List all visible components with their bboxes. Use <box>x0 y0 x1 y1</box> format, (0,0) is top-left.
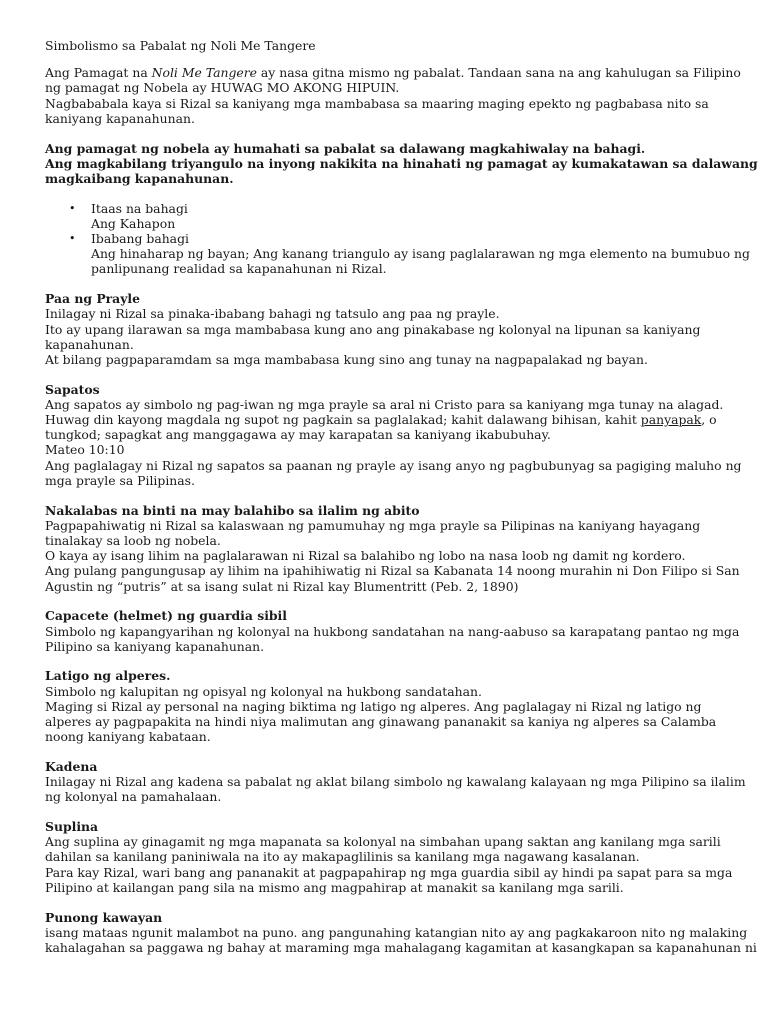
section-text: Huwag din kayong magdala ng supot ng pagkain sa paglalakad; kahit dalawang bihisan, kahit <box>45 412 641 428</box>
intro-text: ay nasa gitna mismo ng pabalat. Tandaan sana na ang kahulugan sa Filipino <box>256 65 741 81</box>
section-line: Simbolo ng kapangyarihan ng kolonyal na hukbong sandatahan na nang-aabuso sa karapatang pantao ng mga <box>45 623 740 639</box>
section-line: kapanahunan. <box>45 336 134 352</box>
section-line: Maging si Rizal ay personal na naging biktima ng latigo ng alperes. Ang paglalagay ni Rizal ng latigo ng <box>45 698 702 714</box>
section-line: tinalakay sa loob ng nobela. <box>45 532 221 548</box>
section-line: Ang pulang pangungusap ay lihim na ipahihiwatig ni Rizal sa Kabanata 14 noong murahin ni Don Filipo si San <box>45 563 740 579</box>
bullet-text: panlipunang realidad sa kapanahunan ni Rizal. <box>91 261 387 277</box>
bullet-item <box>45 201 725 231</box>
section-line: Inilagay ni Rizal ang kadena sa pabalat ng aklat bilang simbolo ng kawalang kalayaan ng mga Pilipino sa ilalim <box>45 774 746 790</box>
section-line: Ang paglalagay ni Rizal ng sapatos sa paanan ng prayle ay isang anyo ng pagbubunyag sa pagiging maluho ng <box>45 457 742 473</box>
section-line: Ang sapatos ay simbolo ng pag-iwan ng mga prayle sa aral ni Cristo para sa kaniyang mga tunay na alagad. <box>45 396 724 412</box>
section-binti <box>45 502 740 594</box>
section-line <box>45 412 725 427</box>
section-heading: Sapatos <box>45 381 100 397</box>
section-heading: Punong kawayan <box>45 909 163 925</box>
section-line: alperes ay pagpapakita na hindi niya malimutan ang ginawang pananakit sa kaniya ng alperes sa Calamba <box>45 714 717 730</box>
bullet-text: Ang hinaharap ng bayan; Ang kanang triangulo ay isang paglalarawan ng mga elemento na bumubuo ng <box>91 246 750 262</box>
bullet-text: Ang Kahapon <box>91 215 176 231</box>
underlined-word: panyapak <box>640 412 702 428</box>
section-line: Pilipino at kailangan pang sila na mismo ang magpahirap at manakit sa kanilang mga sarili. <box>45 879 624 895</box>
section-heading: Latigo ng alperes. <box>45 668 171 684</box>
intro-paragraph <box>45 65 741 126</box>
section-line: At bilang pagpaparamdam sa mga mambabasa kung sino ang tunay na nagpapalakad ng bayan. <box>45 351 648 367</box>
bullet-list <box>45 200 750 277</box>
section-heading: Capacete (helmet) ng guardia sibil <box>45 608 287 624</box>
section-heading: Suplina <box>45 819 99 835</box>
section-line: Ang suplina ay ginagamit ng mga mapanata sa kolonyal na simbahan upang saktan ang kanilang mga sarili <box>45 834 721 850</box>
bold-line: Ang pamagat ng nobela ay humahati sa pabalat sa dalawang magkahiwalay na bahagi. <box>45 140 646 156</box>
intro-line: Nagbababala kaya si Rizal sa kaniyang mga mambabasa sa maaring maging epekto ng pagbabasa nito sa <box>45 95 709 111</box>
intro-line: ng pamagat ng Nobela ay HUWAG MO AKONG HIPUIN. <box>45 80 400 96</box>
section-line: O kaya ay isang lihim na paglalarawan ni Rizal sa balahibo ng lobo na nasa loob ng damit ng kordero. <box>45 548 686 564</box>
section-line: mga prayle sa Pilipinas. <box>45 472 195 488</box>
section-line: kahalagahan sa paggawa ng bahay at maraming mga mahalagang kagamitan at kasangkapan sa kapanahunan ni <box>45 939 757 955</box>
bullet-label: Itaas na bahagi <box>91 200 188 216</box>
section-line: Simbolo ng kalupitan ng opisyal ng kolonyal na hukbong sandatahan. <box>45 683 482 699</box>
section-line: ng kolonyal na pamahalaan. <box>45 789 222 805</box>
section-line: dahilan sa kanilang paniniwala na ito ay makapaglilinis sa kanilang mga nagawang kasalanan. <box>45 849 640 865</box>
section-line: Inilagay ni Rizal sa pinaka-ibabang bahagi ng tatsulo ang paa ng prayle. <box>45 306 500 322</box>
section-line: noong kaniyang kabataan. <box>45 729 211 745</box>
intro-title-italic: Noli Me Tangere <box>151 65 257 81</box>
bullet-icon: • <box>69 201 76 215</box>
intro-text: Ang Pamagat na <box>45 65 152 81</box>
bold-line: magkaibang kapanahunan. <box>45 170 234 186</box>
section-latigo <box>45 668 725 744</box>
document-title: Simbolismo sa Pabalat ng Noli Me Tangere <box>45 38 316 53</box>
section-line: Ito ay upang ilarawan sa mga mambabasa kung ano ang pinakabase ng kolonyal na lipunan sa kaniyang <box>45 321 701 337</box>
bible-reference: Mateo 10:10 <box>45 442 125 458</box>
section-paa-ng-prayle <box>45 291 725 367</box>
section-line: Pilipino sa kaniyang kapanahunan. <box>45 638 265 654</box>
section-kadena <box>45 758 746 805</box>
section-line: tungkod; sapagkat ang manggagawa ay may karapatan sa kaniyang ikabubuhay. <box>45 427 551 443</box>
section-line: Agustin ng “putris” at sa isang sulat ni Rizal kay Blumentritt (Peb. 2, 1890) <box>45 578 519 594</box>
section-line: Pagpapahiwatig ni Rizal sa kalaswaan ng pamumuhay ng mga prayle sa Pilipinas na kaniyang hayagang <box>45 517 701 533</box>
section-heading: Paa ng Prayle <box>45 291 141 307</box>
section-line: isang mataas ngunit malambot na puno. ang pangunahing katangian nito ay ang pagkakaroon nito ng malaking <box>45 924 748 940</box>
section-suplina <box>45 819 733 895</box>
section-heading: Nakalabas na binti na may balahibo sa ilalim ng abito <box>45 502 420 518</box>
section-text: , o <box>701 412 717 428</box>
bold-line: Ang magkabilang triyangulo na inyong nakikita na hinahati ng pamagat ay kumakatawan sa dalawang <box>45 155 758 171</box>
intro-line <box>45 65 741 81</box>
section-sapatos <box>45 381 742 488</box>
bullet-item <box>45 231 750 277</box>
section-heading: Kadena <box>45 758 98 774</box>
bold-paragraph <box>45 140 758 187</box>
document-body <box>45 38 758 955</box>
section-punong-kawayan <box>45 909 757 956</box>
section-line: Para kay Rizal, wari bang ang pananakit at pagpapahirap ng mga guardia sibil ay hindi pa sapat para sa mga <box>45 864 733 880</box>
intro-line: kaniyang kapanahunan. <box>45 110 195 126</box>
bullet-label: Ibabang bahagi <box>91 231 189 247</box>
section-capacete <box>45 608 740 654</box>
bullet-icon: • <box>69 232 76 246</box>
